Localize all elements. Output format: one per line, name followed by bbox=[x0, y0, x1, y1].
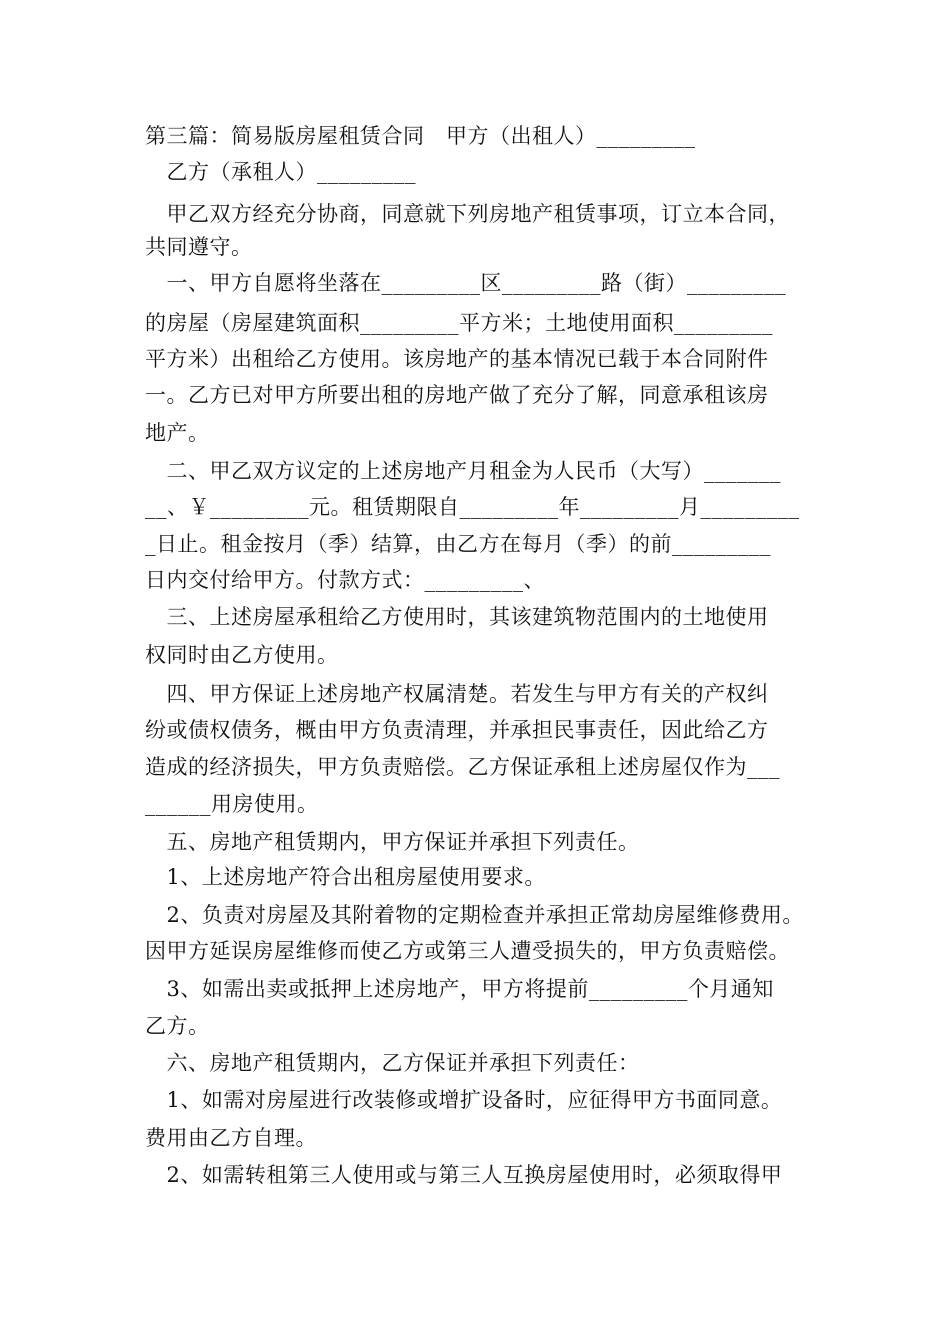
text-line: 2、如需转租第三人使用或与第三人互换房屋使用时，必须取得甲 bbox=[145, 1163, 783, 1187]
text-line: 共同遵守。 bbox=[145, 235, 253, 259]
text-line: 甲乙双方经充分协商，同意就下列房地产租赁事项，订立本合同， bbox=[145, 202, 790, 226]
text-line: 三、上述房屋承租给乙方使用时，其该建筑物范围内的土地使用 bbox=[145, 605, 769, 629]
text-line: 的房屋（房屋建筑面积_________平方米；土地使用面积_________ bbox=[145, 311, 773, 335]
text-line: 1、如需对房屋进行改装修或增扩设备时，应征得甲方书面同意。 bbox=[145, 1088, 783, 1112]
document-title-line: 第三篇：简易版房屋租赁合同 甲方（出租人）_________ bbox=[145, 124, 696, 148]
text-line: 纷或债权债务，概由甲方负责清理，并承担民事责任，因此给乙方 bbox=[145, 718, 769, 742]
text-line: 因甲方延误房屋维修而使乙方或第三人遭受损失的，甲方负责赔偿。 bbox=[145, 939, 790, 963]
text-line: 费用由乙方自理。 bbox=[145, 1126, 317, 1150]
text-line: 乙方。 bbox=[145, 1014, 210, 1038]
text-line: 权同时由乙方使用。 bbox=[145, 643, 339, 667]
text-line: ______用房使用。 bbox=[145, 792, 319, 816]
text-line: 日内交付给甲方。付款方式：_________、 bbox=[145, 568, 545, 592]
text-line: 乙方（承租人）_________ bbox=[145, 160, 416, 184]
text-line: 四、甲方保证上述房地产权属清楚。若发生与甲方有关的产权纠 bbox=[145, 682, 769, 706]
text-line: 二、甲乙双方议定的上述房地产月租金为人民币（大写）_______ bbox=[145, 459, 781, 483]
text-line: 一、甲方自愿将坐落在_________区_________路（街）_________ bbox=[145, 271, 786, 295]
text-line: __、￥_________元。租赁期限自_________年_________月_________ bbox=[145, 495, 800, 519]
text-line: 一。乙方已对甲方所要出租的房地产做了充分了解，同意承租该房 bbox=[145, 383, 769, 407]
text-line: 六、房地产租赁期内，乙方保证并承担下列责任： bbox=[145, 1051, 640, 1075]
text-line: 3、如需出卖或抵押上述房地产，甲方将提前_________个月通知 bbox=[145, 977, 774, 1001]
text-line: 平方米）出租给乙方使用。该房地产的基本情况已载于本合同附件 bbox=[145, 347, 769, 371]
text-line: 1、上述房地产符合出租房屋使用要求。 bbox=[145, 865, 546, 889]
text-line: 2、负责对房屋及其附着物的定期检查并承担正常劫房屋维修费用。 bbox=[145, 903, 804, 927]
text-line: 地产。 bbox=[145, 421, 210, 445]
text-line: _日止。租金按月（季）结算，由乙方在每月（季）的前_________ bbox=[145, 532, 771, 556]
text-line: 造成的经济损失，甲方负责赔偿。乙方保证承租上述房屋仅作为___ bbox=[145, 755, 780, 779]
text-line: 五、房地产租赁期内，甲方保证并承担下列责任。 bbox=[145, 830, 640, 854]
